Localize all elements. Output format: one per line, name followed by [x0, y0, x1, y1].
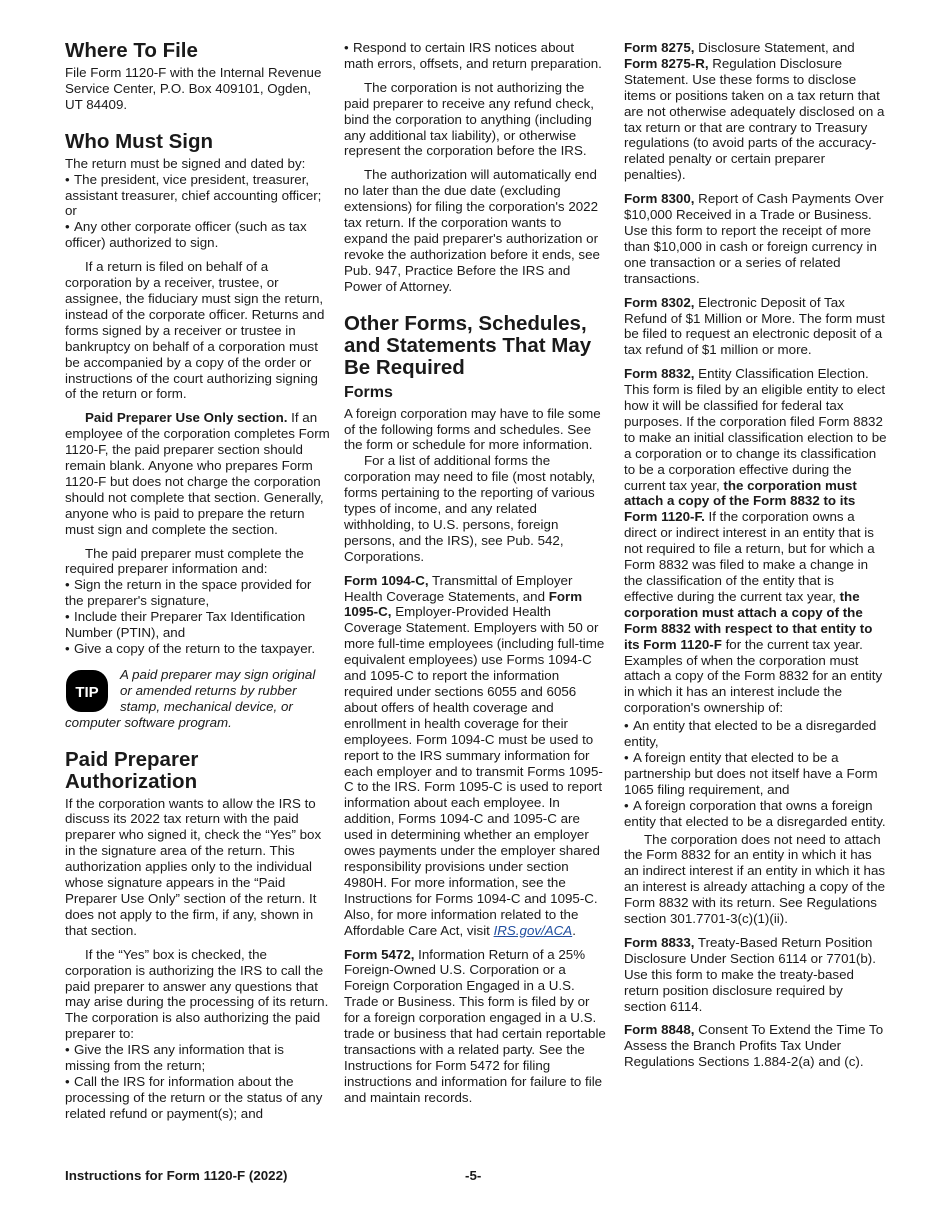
list-item: • A foreign entity that elected to be a partnership but does not itself have a Form 1065 filing requirement, and	[624, 749, 878, 797]
list-item: • The president, vice president, treasurer, assistant treasurer, chief accounting officer; or	[65, 171, 322, 219]
form-8302-paragraph: Form 8302, Electronic Deposit of Tax Refund of $1 Million or More. The form must be filed to request an electronic deposit of a tax refund of $1 million or more.	[624, 294, 885, 358]
bullet-icon: •	[624, 797, 629, 813]
column-left	[65, 40, 330, 1122]
page-footer	[65, 1168, 887, 1186]
bullet-icon: •	[65, 1073, 70, 1089]
form-8833-paragraph: Form 8833, Treaty-Based Return Position Disclosure Under Section 6114 or 7701(b). Use this form to make the treaty-based return position disclosure required by section 6114.	[624, 934, 876, 1014]
column-right	[624, 40, 887, 1070]
where-to-file-heading: Where To File	[65, 39, 198, 62]
tip-text: A paid preparer may sign original or amended returns by rubber stamp, mechanical device, or computer software program.	[65, 666, 316, 730]
list-item: • A foreign corporation that owns a foreign entity that elected to be a disregarded entity.	[624, 797, 886, 829]
list-item: • Any other corporate officer (such as tax officer) authorized to sign.	[65, 219, 307, 251]
list-item: • Call the IRS for information about the processing of the return or the status of any related refund or payment(s); and	[65, 1073, 323, 1121]
bullet-icon: •	[344, 40, 349, 55]
bullet-icon: •	[624, 749, 629, 765]
ppa-paragraph-2: If the “Yes” box is checked, the corporation is authorizing the IRS to call the paid preparer to answer any questions that may arise during the processing of its return. The corporation is also authorizing the paid preparer to:	[65, 946, 329, 1042]
list-item: • Sign the return in the space provided for the preparer's signature,	[65, 577, 312, 609]
irs-aca-link[interactable]: IRS.gov/ACA	[493, 922, 573, 938]
list-item: • Include their Preparer Tax Identification Number (PTIN), and	[65, 609, 306, 641]
bullet-icon: •	[65, 641, 70, 656]
form-8832-paragraph: Form 8832, Entity Classification Election. This form is filed by an eligible entity to elect how it will be classified for federal tax purposes. If the corporation filed Form 8832 to make an initial classification election to be a corporation or to change its classification to be a corporation effective during the current tax year, the corporation must attach a copy of the Form 8832 to its Form 1120-F. If the corporation owns a direct or indirect interest in an entity that is not required to file a return, but for which a Form 8832 was filed to make a change in the classification of the entity that is effective during the current tax year, the corporation must attach a copy of the Form 8832 with respect to that entity to its Form 1120-F for the current tax year. Examples of when the corporation must attach a copy of the Form 8832 for an entity in which it has an interest include the corporation's ownership of:	[624, 366, 887, 716]
paid-preparer-use-only-label: Paid Preparer Use Only section.	[85, 410, 288, 426]
tip-box	[65, 667, 330, 731]
ppa-list-continued	[344, 40, 606, 72]
bullet-icon: •	[65, 171, 70, 187]
form-1094c-paragraph: Form 1094-C, Transmittal of Employer Health Coverage Statements, and Form 1095-C, Employer-Provided Health Coverage Statement. Employers with 50 or more full-time employees (including full-time equivalent employees) use Forms 1094-C and 1095-C to report the information required under sections 6055 and 6056 about offers of health coverage and enrollment in health coverage for their employees. Form 1094-C must be used to report to the IRS summary information for each employer and to transmit Forms 1095-C to the IRS. Form 1095-C is used to report information about each employee. In addition, Forms 1094-C and 1095-C are used in determining whether an employer owes payments under the employer shared responsibility provisions under section 4980H. For more information, see the Instructions for Forms 1094-C and 1095-C. Also, for more information related to the Affordable Care Act, visit IRS.gov/ACA.	[344, 572, 605, 938]
bullet-icon: •	[624, 718, 629, 734]
form-8832-list	[624, 718, 887, 829]
svg-text:TIP: TIP	[75, 683, 99, 701]
column-middle	[344, 40, 606, 1106]
form-8848-paragraph: Form 8848, Consent To Extend the Time To Assess the Branch Profits Tax Under Regulations Sections 1.884-2(a) and (c).	[624, 1022, 884, 1070]
forms-paragraph-2: For a list of additional forms the corporation may need to file (most notably, forms pertaining to the reporting of various types of income, and any related withholding, to U.S. persons, foreign persons, and the IRS), see Pub. 542, Corporations.	[344, 453, 596, 564]
forms-subheading: Forms	[344, 383, 393, 401]
bullet-icon: •	[65, 1042, 70, 1058]
form-8832-indirect-paragraph: The corporation does not need to attach the Form 8832 for an entity in which it has an indirect interest if an entity in which it has an interest is already attaching a copy of the Form 8832 with its return. See Regulations section 301.7701-3(c)(1)(ii).	[624, 831, 886, 927]
fiduciary-paragraph: If a return is filed on behalf of a corporation by a receiver, trustee, or assignee, the fiduciary must sign the return, instead of the corporate officer. Returns and forms signed by a receiver or trustee in bankruptcy on behalf of a corporation must be accompanied by a copy of the order or instructions of the court authorizing signing of the return or form.	[65, 259, 325, 402]
list-item: • An entity that elected to be a disregarded entity,	[624, 718, 877, 750]
tip-icon	[65, 669, 109, 713]
form-8300-paragraph: Form 8300, Report of Cash Payments Over $10,000 Received in a Trade or Business. Use this form to report the receipt of more than $10,000 in cash or foreign currency in one transaction or a series of related transactions.	[624, 191, 884, 286]
bullet-icon: •	[65, 219, 70, 235]
paid-preparer-authorization-heading: Paid Preparer Authorization	[65, 747, 199, 793]
who-must-sign-list	[65, 172, 330, 252]
footer-document-title: Instructions for Form 1120-F (2022)	[65, 1168, 288, 1183]
form-8275-paragraph: Form 8275, Disclosure Statement, and Form 8275-R, Regulation Disclosure Statement. Use these forms to disclose items or positions taken on a tax return that are not otherwise adequately disclosed on a tax return or that are contrary to Treasury regulations (to avoid parts of the accuracy-related penalty or certain preparer penalties).	[624, 40, 885, 183]
list-item: • Give a copy of the return to the taxpayer.	[65, 641, 316, 656]
forms-paragraph-1: A foreign corporation may have to file some of the following forms and schedules. See the form or schedule for more information.	[344, 405, 601, 453]
no-refund-authorization-paragraph: The corporation is not authorizing the paid preparer to receive any refund check, bind the corporation to anything (including any additional tax liability), or otherwise represent the corporation before the IRS.	[344, 79, 594, 159]
authorization-end-paragraph: The authorization will automatically end no later than the due date (excluding extensions) for filing the corporation's 2022 tax return. If the corporation wants to expand the paid preparer's authorization or revoke the authorization before it ends, see Pub. 947, Practice Before the IRS and Power of Attorney.	[344, 167, 600, 294]
other-forms-heading: Other Forms, Schedules, and Statements That May Be Required	[344, 311, 592, 379]
list-item: • Respond to certain IRS notices about math errors, offsets, and return preparation.	[344, 40, 602, 71]
ppa-list	[65, 1042, 330, 1122]
bullet-icon: •	[65, 577, 70, 593]
where-to-file-text: File Form 1120-F with the Internal Revenue Service Center, P.O. Box 409101, Ogden, UT 84409.	[65, 65, 322, 112]
preparer-requirements-list	[65, 577, 330, 657]
form-5472-paragraph: Form 5472, Information Return of a 25% Foreign-Owned U.S. Corporation or a Foreign Corporation Engaged in a U.S. Trade or Business. This form is filed by or for a foreign corporation engaged in a U.S. trade or business that had certain reportable transactions with a related party. See the Instructions for Form 5472 for filing instructions and information for failure to file and maintain records.	[344, 946, 606, 1105]
page-number: -5-	[465, 1168, 482, 1183]
preparer-requirements-intro: The paid preparer must complete the required preparer information and:	[65, 545, 304, 577]
who-must-sign-heading: Who Must Sign	[65, 129, 214, 153]
list-item: • Give the IRS any information that is missing from the return;	[65, 1042, 284, 1074]
ppa-paragraph-1: If the corporation wants to allow the IRS to discuss its 2022 tax return with the paid preparer who signed it, check the “Yes” box in the signature area of the return. This authorization applies only to the individual whose signature appears in the “Paid Preparer Use Only” section of the return. It does not apply to the firm, if any, shown in that section.	[65, 795, 322, 938]
paid-preparer-use-only-paragraph: Paid Preparer Use Only section. If an employee of the corporation completes Form 1120-F, the paid preparer section should remain blank. Anyone who prepares Form 1120-F but does not charge the corporation should not complete that section. Generally, anyone who is paid to prepare the return must sign and complete the section.	[65, 410, 330, 537]
who-must-sign-intro: The return must be signed and dated by:	[65, 155, 306, 171]
bullet-icon: •	[65, 609, 70, 625]
